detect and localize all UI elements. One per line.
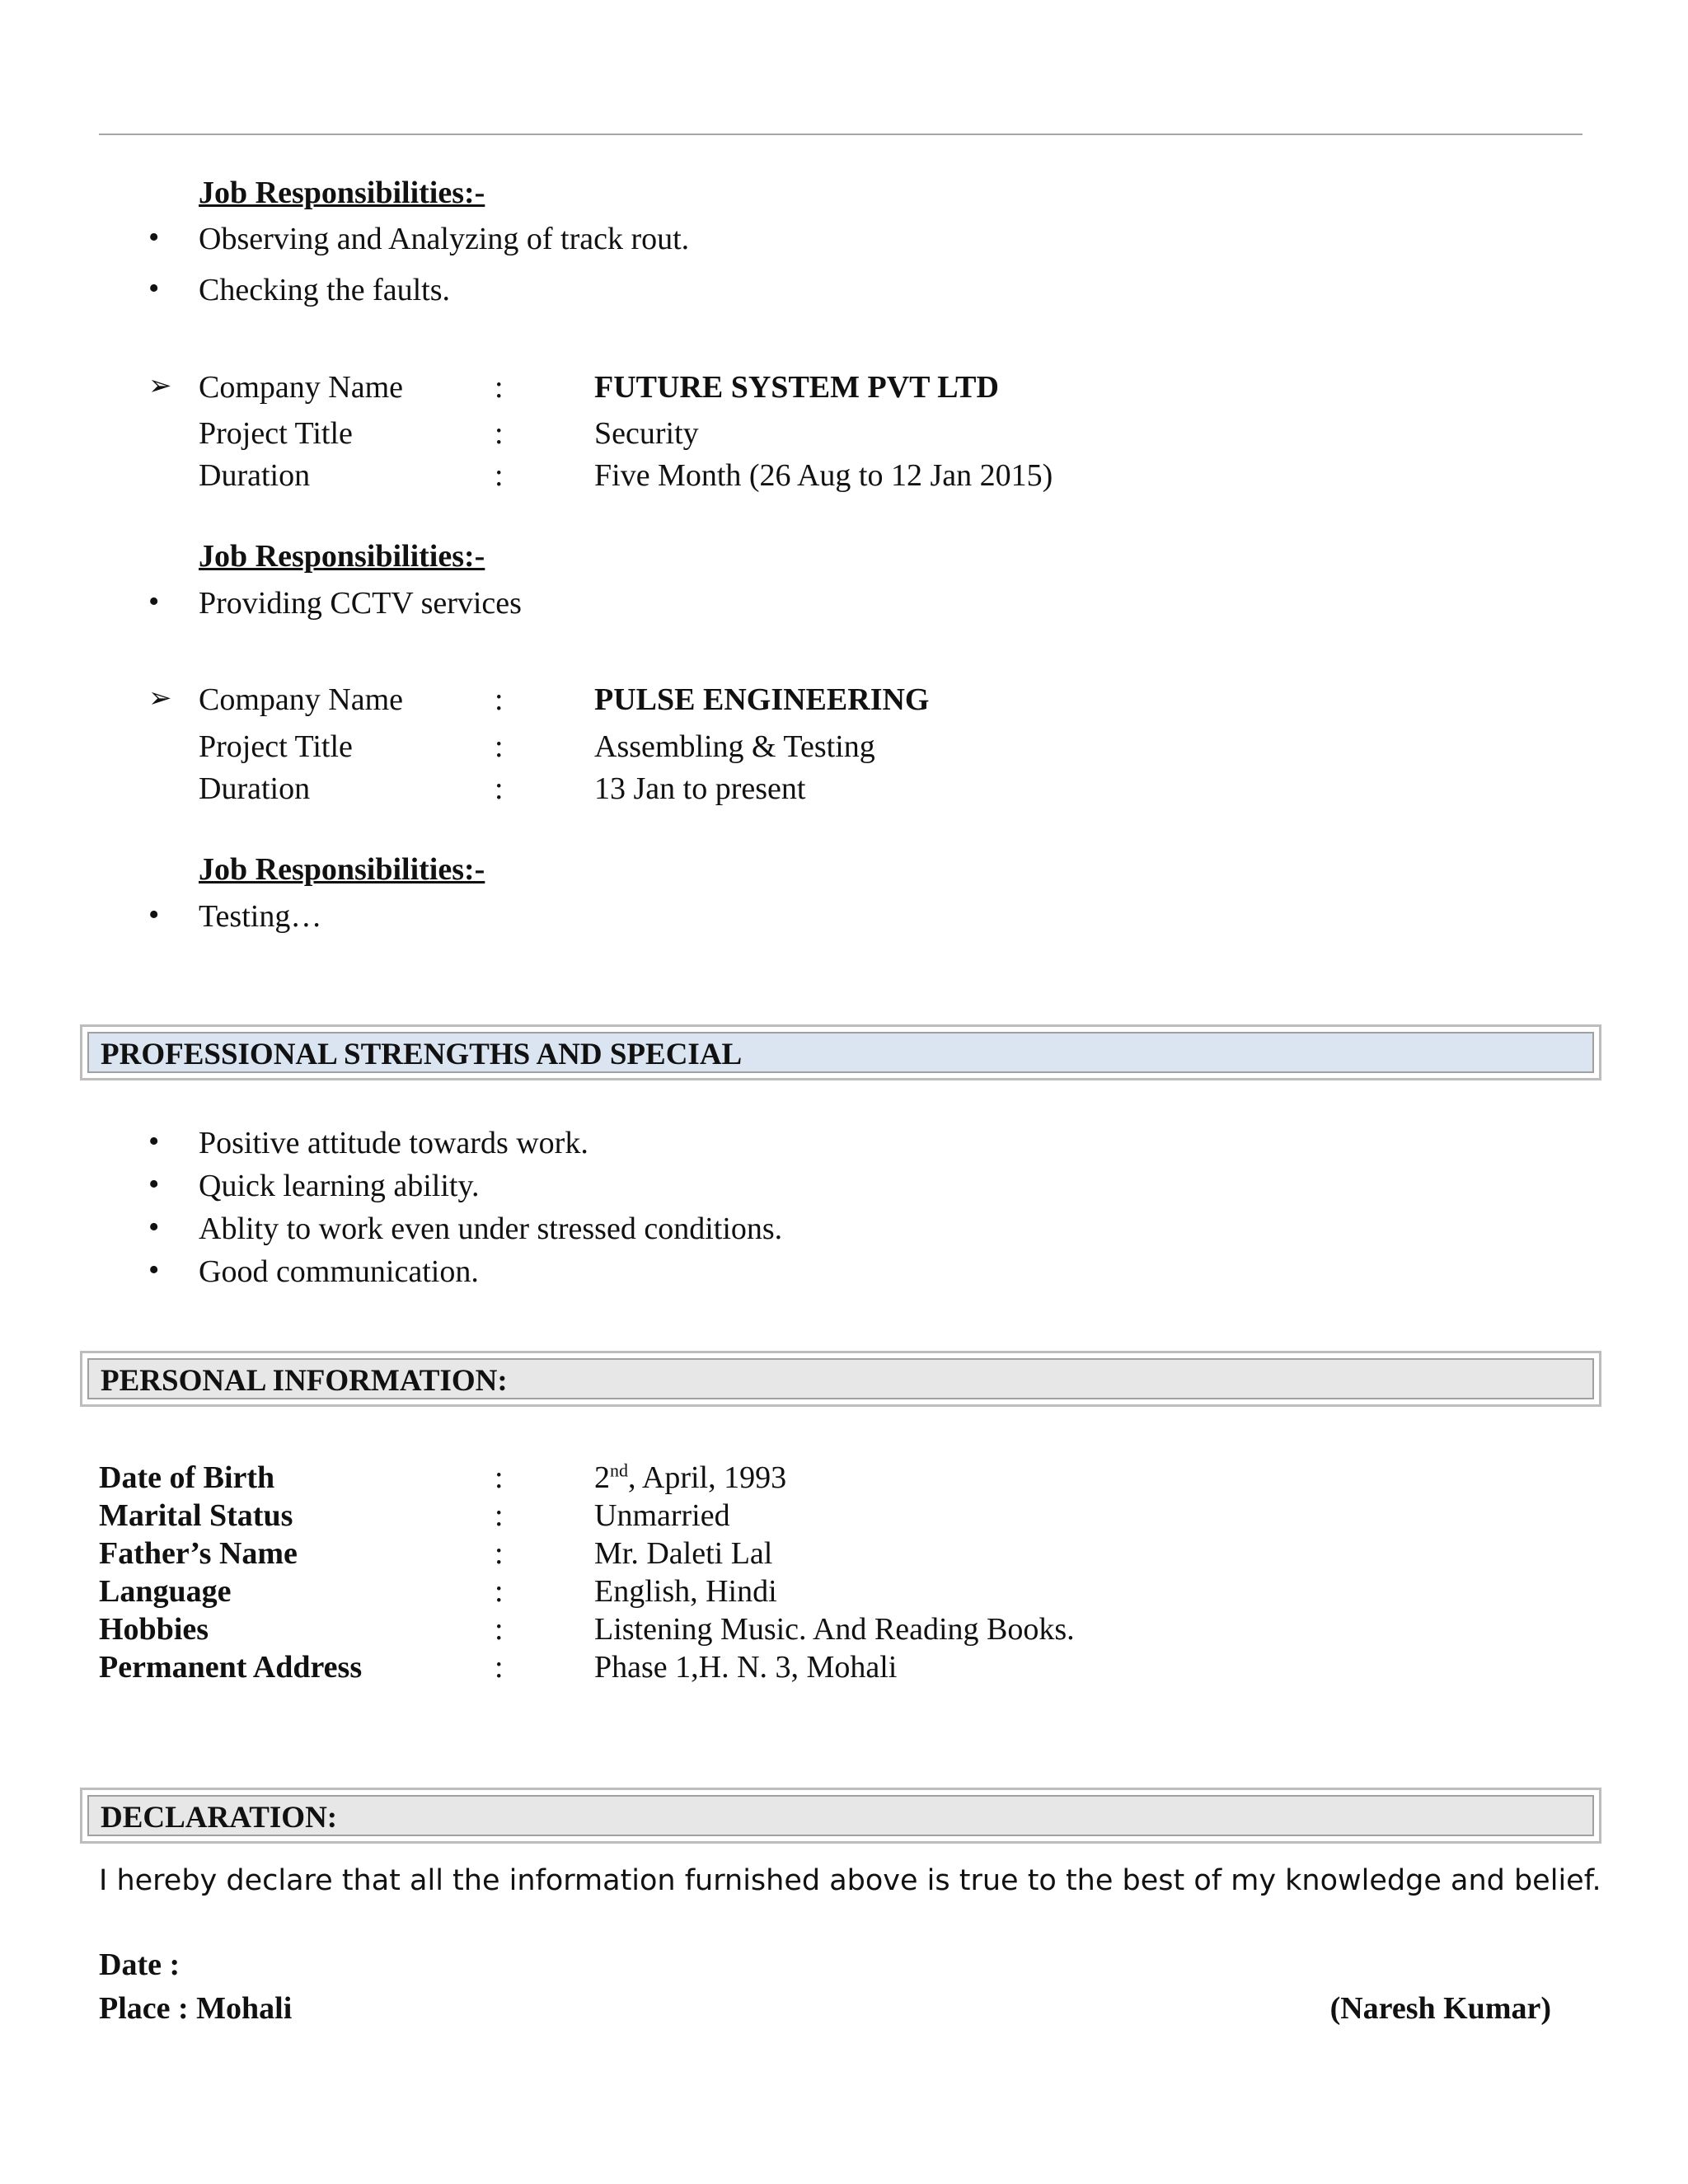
job-responsibilities-heading: Job Responsibilities:- xyxy=(199,176,485,210)
section-header-declaration xyxy=(80,1788,1601,1844)
section-title: PERSONAL INFORMATION: xyxy=(101,1364,508,1398)
bullet-icon: • xyxy=(148,1124,160,1159)
dob-value: 2nd, April, 1993 xyxy=(594,1460,787,1495)
dob-label: Date of Birth xyxy=(99,1460,275,1495)
arrow-bullet-icon: ➢ xyxy=(148,683,172,714)
signature-name: (Naresh Kumar) xyxy=(1329,1991,1551,2026)
date-label: Date : xyxy=(99,1947,181,1982)
company-name-label: Company Name xyxy=(199,682,404,717)
colon: : xyxy=(495,682,504,717)
job-responsibilities-heading: Job Responsibilities:- xyxy=(199,539,485,574)
colon: : xyxy=(495,729,504,764)
hobbies-value: Listening Music. And Reading Books. xyxy=(594,1612,1075,1647)
top-rule xyxy=(99,134,1582,135)
marital-status-value: Unmarried xyxy=(594,1498,730,1533)
project-title-label: Project Title xyxy=(199,729,353,764)
duration-label: Duration xyxy=(199,771,311,806)
language-value: English, Hindi xyxy=(594,1574,777,1609)
father-name-value: Mr. Daleti Lal xyxy=(594,1536,773,1571)
colon: : xyxy=(495,416,504,451)
project-title-value: Security xyxy=(594,416,699,451)
bullet-icon: • xyxy=(148,271,160,306)
duration-value: Five Month (26 Aug to 12 Jan 2015) xyxy=(594,458,1053,493)
colon: : xyxy=(495,1460,504,1495)
colon: : xyxy=(495,1536,504,1571)
bullet-icon: • xyxy=(148,1253,160,1287)
language-label: Language xyxy=(99,1574,232,1609)
colon: : xyxy=(495,1612,504,1647)
section-title: DECLARATION: xyxy=(101,1801,338,1835)
section-header-personal xyxy=(80,1351,1601,1407)
hobbies-label: Hobbies xyxy=(99,1612,209,1647)
bullet-icon: • xyxy=(148,220,160,255)
bullet-icon: • xyxy=(148,1210,160,1244)
duration-label: Duration xyxy=(199,458,311,493)
bullet-icon: • xyxy=(148,584,160,619)
arrow-bullet-icon: ➢ xyxy=(148,371,172,401)
project-title-label: Project Title xyxy=(199,416,353,451)
section-header-strengths xyxy=(80,1024,1601,1080)
colon: : xyxy=(495,1498,504,1533)
company-name-value: PULSE ENGINEERING xyxy=(594,682,930,717)
bullet-icon: • xyxy=(148,898,160,932)
project-title-value: Assembling & Testing xyxy=(594,729,875,764)
marital-status-label: Marital Status xyxy=(99,1498,293,1533)
colon: : xyxy=(495,1574,504,1609)
company-name-label: Company Name xyxy=(199,370,404,405)
father-name-label: Father’s Name xyxy=(99,1536,298,1571)
colon: : xyxy=(495,458,504,493)
place-label: Place : Mohali xyxy=(99,1991,293,2026)
colon: : xyxy=(495,370,504,405)
job-responsibilities-heading: Job Responsibilities:- xyxy=(199,852,485,887)
company-name-value: FUTURE SYSTEM PVT LTD xyxy=(594,370,999,405)
duration-value: 13 Jan to present xyxy=(594,771,806,806)
address-label: Permanent Address xyxy=(99,1650,363,1685)
bullet-icon: • xyxy=(148,1167,160,1202)
declaration-text: I hereby declare that all the information furnished above is true to the best of my knowledge and belief. xyxy=(99,1864,1601,1897)
address-value: Phase 1,H. N. 3, Mohali xyxy=(594,1650,898,1685)
colon: : xyxy=(495,771,504,806)
colon: : xyxy=(495,1650,504,1685)
section-title: PROFESSIONAL STRENGTHS AND SPECIAL xyxy=(101,1038,743,1071)
